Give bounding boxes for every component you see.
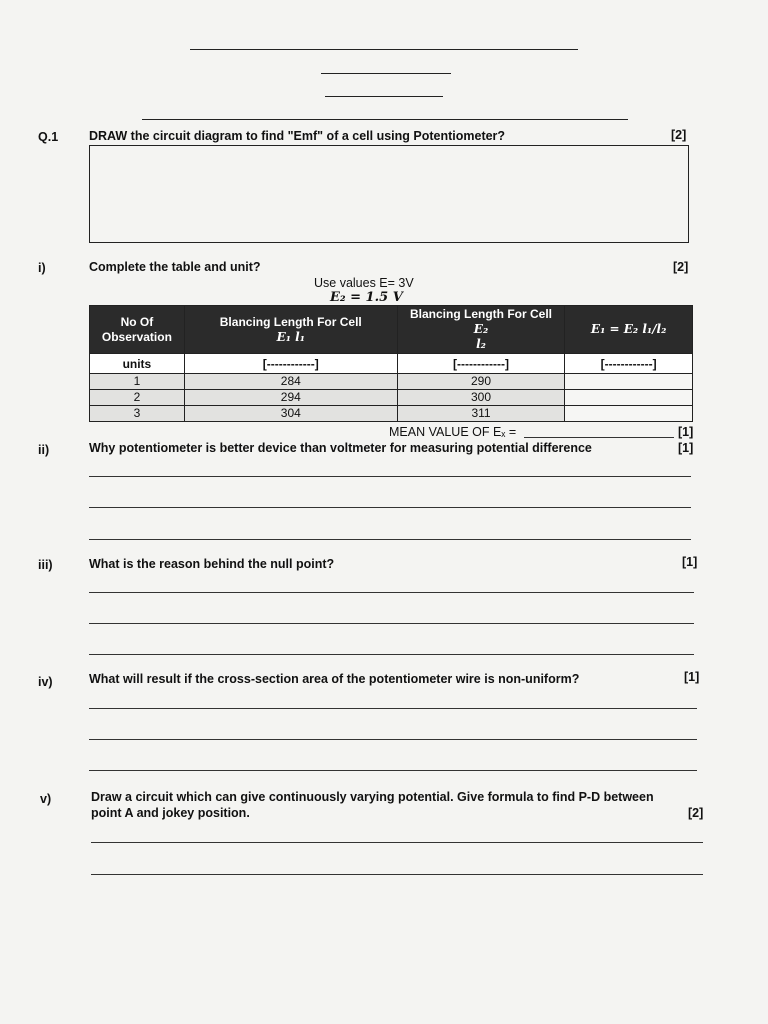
table-row <box>90 374 693 390</box>
header-cell-e1: Blancing Length For Cell E₁ l₁ <box>184 306 397 354</box>
l2-value: 290 <box>397 374 565 390</box>
header-observation: No Of Observation <box>90 306 185 354</box>
obs-number: 2 <box>90 390 185 406</box>
q1-marks: [2] <box>671 128 687 142</box>
qiv-answer-line[interactable] <box>89 739 697 740</box>
qv-text-line2: point A and jokey position. <box>91 806 250 820</box>
header-line-3 <box>325 96 443 97</box>
observation-table <box>89 305 693 422</box>
obs-number: 1 <box>90 374 185 390</box>
qiv-number: iv) <box>38 675 53 689</box>
l1-value: 294 <box>184 390 397 406</box>
table-row <box>90 406 693 422</box>
header-formula: E₁ = E₂ l₁/l₂ <box>565 306 693 354</box>
mean-value-answer-line[interactable] <box>524 437 674 438</box>
qiii-text: What is the reason behind the null point? <box>89 557 335 571</box>
qi-text: Complete the table and unit? <box>89 260 261 274</box>
l1-value: 304 <box>184 406 397 422</box>
qv-marks: [2] <box>688 806 704 820</box>
table-row <box>90 390 693 406</box>
q1-number: Q.1 <box>38 130 59 144</box>
mean-value-marks: [1] <box>678 425 694 439</box>
units-e1[interactable]: [------------] <box>184 354 397 374</box>
qiii-number: iii) <box>38 558 53 572</box>
qiv-answer-line[interactable] <box>89 770 697 771</box>
qv-answer-line[interactable] <box>91 842 703 843</box>
qiii-answer-line[interactable] <box>89 623 694 624</box>
qiv-text: What will result if the cross-section area of the potentiometer wire is non-uniform? <box>89 672 580 686</box>
units-e2[interactable]: [------------] <box>397 354 565 374</box>
header-line-4 <box>142 119 628 120</box>
qv-answer-line[interactable] <box>91 874 703 875</box>
qii-text: Why potentiometer is better device than voltmeter for measuring potential difference <box>89 441 592 455</box>
qv-text-line1: Draw a circuit which can give continuously varying potential. Give formula to find P-D between <box>91 790 654 804</box>
qi-marks: [2] <box>673 260 689 274</box>
qii-number: ii) <box>38 443 50 457</box>
e1-answer-cell[interactable] <box>565 390 693 406</box>
qiii-answer-line[interactable] <box>89 592 694 593</box>
mean-value-label: MEAN VALUE OF Eₓ = <box>389 425 517 439</box>
q1-text: DRAW the circuit diagram to find "Emf" of a cell using Potentiometer? <box>89 129 506 143</box>
qiv-answer-line[interactable] <box>89 708 697 709</box>
qii-marks: [1] <box>678 441 694 455</box>
qi-number: i) <box>38 261 46 275</box>
qii-answer-line[interactable] <box>89 476 691 477</box>
qii-answer-line[interactable] <box>89 507 691 508</box>
qv-number: v) <box>40 792 52 806</box>
e2-value-label: E₂ = 1.5 V <box>330 290 403 305</box>
q1-drawing-box[interactable] <box>89 145 689 243</box>
header-line-2 <box>321 73 451 74</box>
qiv-marks: [1] <box>684 670 700 684</box>
header-cell-e2: Blancing Length For Cell E₂ l₂ <box>397 306 565 354</box>
l2-value: 300 <box>397 390 565 406</box>
e1-answer-cell[interactable] <box>565 374 693 390</box>
l1-value: 284 <box>184 374 397 390</box>
use-values-label: Use values E= 3V <box>314 276 414 290</box>
qiii-answer-line[interactable] <box>89 654 694 655</box>
units-label: units <box>90 354 185 374</box>
header-line-1 <box>190 49 578 50</box>
qii-answer-line[interactable] <box>89 539 691 540</box>
units-formula[interactable]: [------------] <box>565 354 693 374</box>
l2-value: 311 <box>397 406 565 422</box>
qiii-marks: [1] <box>682 555 698 569</box>
obs-number: 3 <box>90 406 185 422</box>
e1-answer-cell[interactable] <box>565 406 693 422</box>
